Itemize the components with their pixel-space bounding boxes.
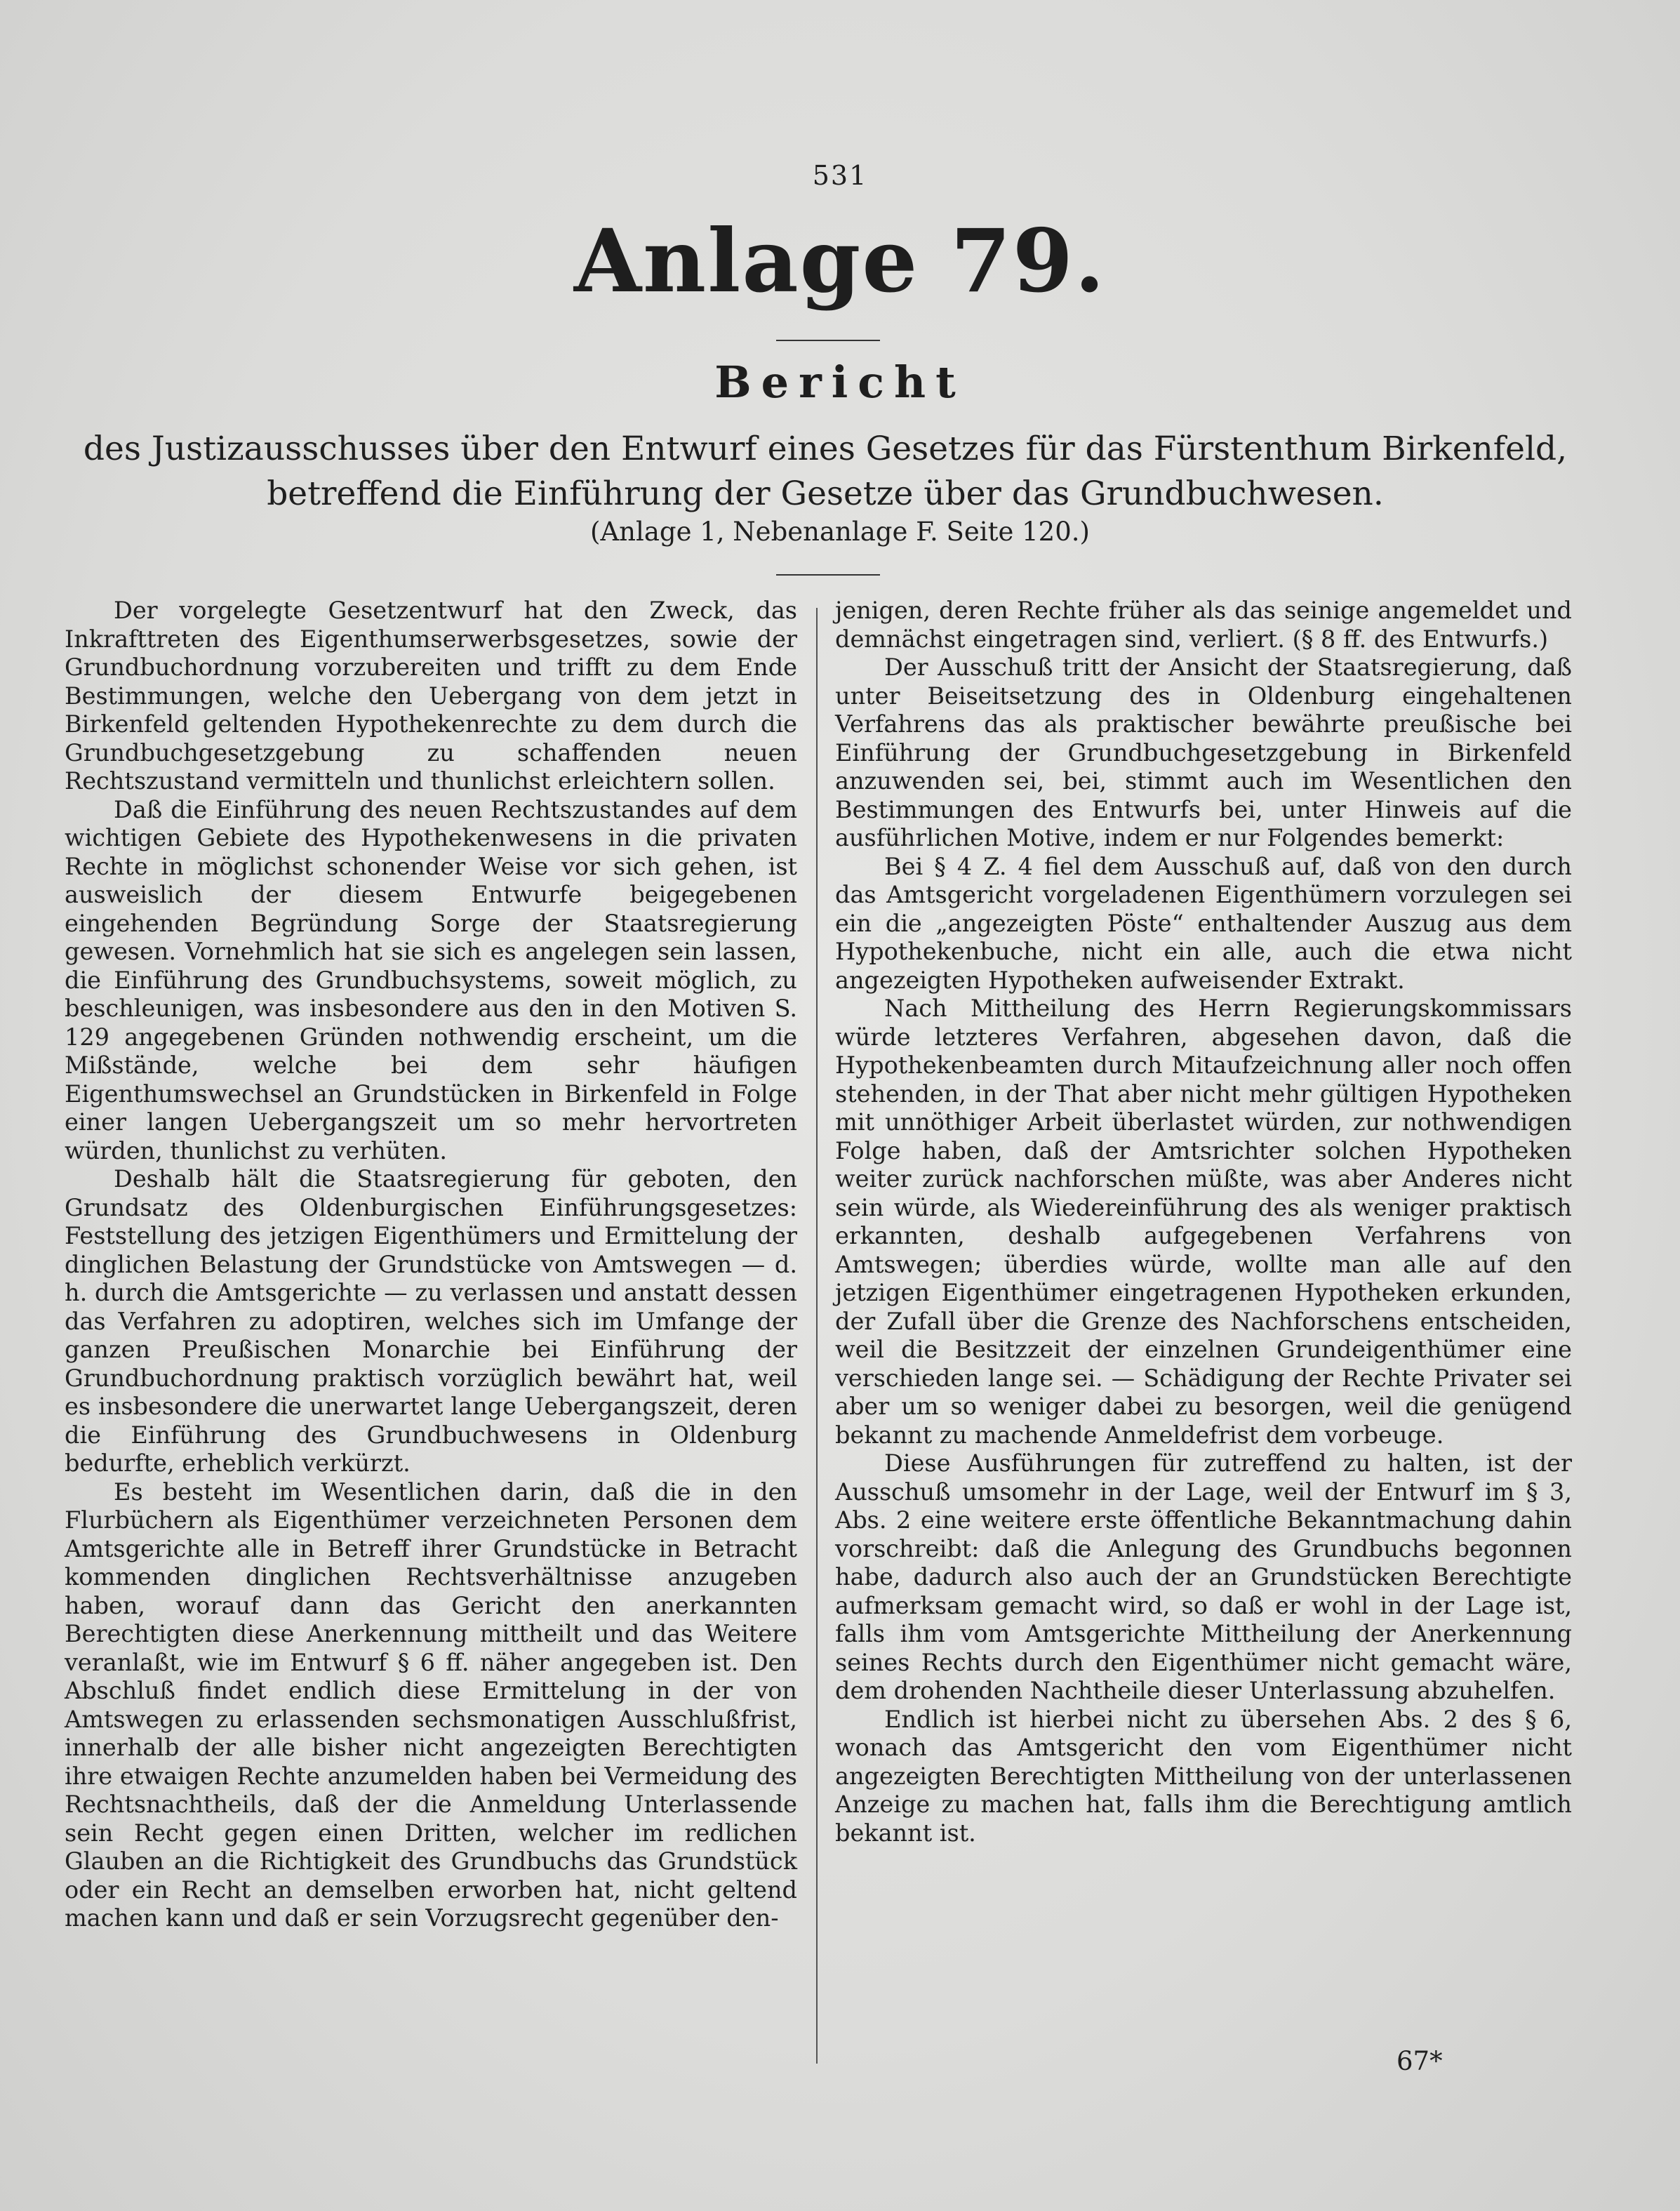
signature-mark: 67*: [1396, 2046, 1443, 2076]
title-divider: [776, 340, 880, 341]
report-heading: Bericht: [714, 357, 966, 408]
paragraph: Nach Mittheilung des Herrn Regierungskommissars würde letzteres Verfahren, abgesehen davon, daß die Hypothekenbeamten durch Mitaufzeichnung aller noch offen stehenden, in der That aber nicht mehr gültigen Hypotheken mit unnöthiger Arbeit überlastet würden, zur nothwendigen Folge haben, daß der Amtsrichter solchen Hypotheken weiter zurück nachforschen müßte, was aber Anderes nicht sein würde, als Wiedereinführung des als weniger praktisch erkannten, deshalb aufgegebenen Verfahrens von Amtswegen; überdies würde, wollte man alle auf den jetzigen Eigenthümer eingetragenen Hypotheken erkunden, der Zufall über die Grenze des Nachforschens entscheiden, weil die Besitzzeit der einzelnen Grundeigenthümer eine verschieden lange sei. — Schädigung der Rechte Privater sei aber um so weniger dabei zu besorgen, weil die genügend bekannt zu machende Anmeldefrist dem vorbeuge.: [835, 995, 1572, 1449]
report-reference: (Anlage 1, Nebenanlage F. Seite 120.): [590, 517, 1090, 547]
right-column: [835, 597, 1572, 1847]
page-number: 531: [812, 160, 868, 191]
paragraph: Deshalb hält die Staatsregierung für geboten, den Grundsatz des Oldenburgischen Einführungsgesetzes: Feststellung des jetzigen Eigenthümers und Ermittelung der dinglichen Belastung der Grundstücke von Amtswegen — d. h. durch die Amtsgerichte — zu verlassen und anstatt dessen das Verfahren zu adoptiren, welches sich im Umfange der ganzen Preußischen Monarchie bei Einführung der Grundbuchordnung praktisch vorzüglich bewährt hat, weil es insbesondere die unerwartet lange Uebergangszeit, deren die Einführung des Grundbuchwesens in Oldenburg bedurfte, erheblich verkürzt.: [65, 1165, 797, 1477]
paragraph: Diese Ausführungen für zutreffend zu halten, ist der Ausschuß umsomehr in der Lage, weil der Entwurf im § 3, Abs. 2 eine weitere erste öffentliche Bekanntmachung dahin vorschreibt: daß die Anlegung des Grundbuchs begonnen habe, dadurch also auch der an Grundstücken Berechtigte aufmerksam gemacht wird, so daß er wohl in der Lage ist, falls ihm vom Amtsgerichte Mittheilung der Anerkennung seines Rechts durch den Eigenthümer nicht gemacht wäre, dem drohenden Nachtheile dieser Unterlassung abzuhelfen.: [835, 1449, 1572, 1704]
report-subtitle: des Justizausschusses über den Entwurf eines Gesetzes für das Fürstenthum Birkenfeld, betreffend die Einführung der Gesetze über das Grundbuchwesen.: [83, 430, 1568, 513]
paragraph: Bei § 4 Z. 4 fiel dem Ausschuß auf, daß von den durch das Amtsgericht vorgeladenen Eigenthümern vorzulegen sei ein die „angezeigten Pöste“ enthaltender Auszug aus dem Hypothekenbuche, nicht ein alle, auch die etwa nicht angezeigten Hypotheken aufweisender Extrakt.: [835, 852, 1572, 994]
document-title: Anlage 79.: [573, 211, 1107, 312]
paragraph: Es besteht im Wesentlichen darin, daß die in den Flurbüchern als Eigenthümer verzeichneten Personen dem Amtsgerichte alle in Betreff ihrer Grundstücke in Betracht kommenden dinglichen Rechtsverhältnisse anzugeben haben, worauf dann das Gericht den anerkannten Berechtigten diese Anerkennung mittheilt und das Weitere veranlaßt, wie im Entwurf § 6 ff. näher angegeben ist. Den Abschluß findet endlich diese Ermittelung in der von Amtswegen zu erlassenden sechsmonatigen Ausschlußfrist, innerhalb der alle bisher nicht angezeigten Berechtigten ihre etwaigen Rechte anzumelden haben bei Vermeidung des Rechtsnachtheils, daß der die Anmeldung Unterlassende sein Recht gegen einen Dritten, welcher im redlichen Glauben an die Richtigkeit des Grundbuchs das Grundstück oder ein Recht an demselben erworben hat, nicht geltend machen kann und daß er sein Vorzugsrecht gegenüber den-: [65, 1478, 797, 1932]
paragraph: Der vorgelegte Gesetzentwurf hat den Zweck, das Inkrafttreten des Eigenthumserwerbsgesetzes, sowie der Grundbuchordnung vorzubereiten und trifft zu dem Ende Bestimmungen, welche den Uebergang von dem jetzt in Birkenfeld geltenden Hypothekenrechte zu dem durch die Grundbuchgesetzgebung zu schaffenden neuen Rechtszustand vermitteln und thunlichst erleichtern sollen.: [65, 597, 797, 795]
left-column: [65, 597, 797, 1933]
column-divider: [816, 608, 818, 2064]
paragraph: Der Ausschuß tritt der Ansicht der Staatsregierung, daß unter Beiseitsetzung des in Oldenburg eingehaltenen Verfahrens das als praktischer bewährte preußische bei Einführung der Grundbuchgesetzgebung in Birkenfeld anzuwenden sei, bei, stimmt auch im Wesentlichen den Bestimmungen des Entwurfs bei, unter Hinweis auf die ausführlichen Motive, indem er nur Folgendes bemerkt:: [835, 653, 1572, 851]
paragraph: Daß die Einführung des neuen Rechtszustandes auf dem wichtigen Gebiete des Hypothekenwesens in die privaten Rechte in möglichst schonender Weise vor sich gehen, ist ausweislich der diesem Entwurfe beigegebenen eingehenden Begründung Sorge der Staatsregierung gewesen. Vornehmlich hat sie sich es angelegen sein lassen, die Einführung des Grundbuchsystems, soweit möglich, zu beschleunigen, was insbesondere aus den in den Motiven S. 129 angegebenen Gründen nothwendig erscheint, um die Mißstände, welche bei dem sehr häufigen Eigenthumswechsel an Grundstücken in Birkenfeld in Folge einer langen Uebergangszeit um so mehr hervortreten würden, thunlichst zu verhüten.: [65, 795, 797, 1164]
paragraph-continuation: jenigen, deren Rechte früher als das seinige angemeldet und demnächst eingetragen sind, verliert. (§ 8 ff. des Entwurfs.): [835, 597, 1572, 653]
paragraph: Endlich ist hierbei nicht zu übersehen Abs. 2 des § 6, wonach das Amtsgericht den vom Eigenthümer nicht angezeigten Berechtigten Mittheilung von der unterlassenen Anzeige zu machen hat, falls ihm die Berechtigung amtlich bekannt ist.: [835, 1705, 1572, 1847]
heading-divider: [776, 574, 880, 576]
